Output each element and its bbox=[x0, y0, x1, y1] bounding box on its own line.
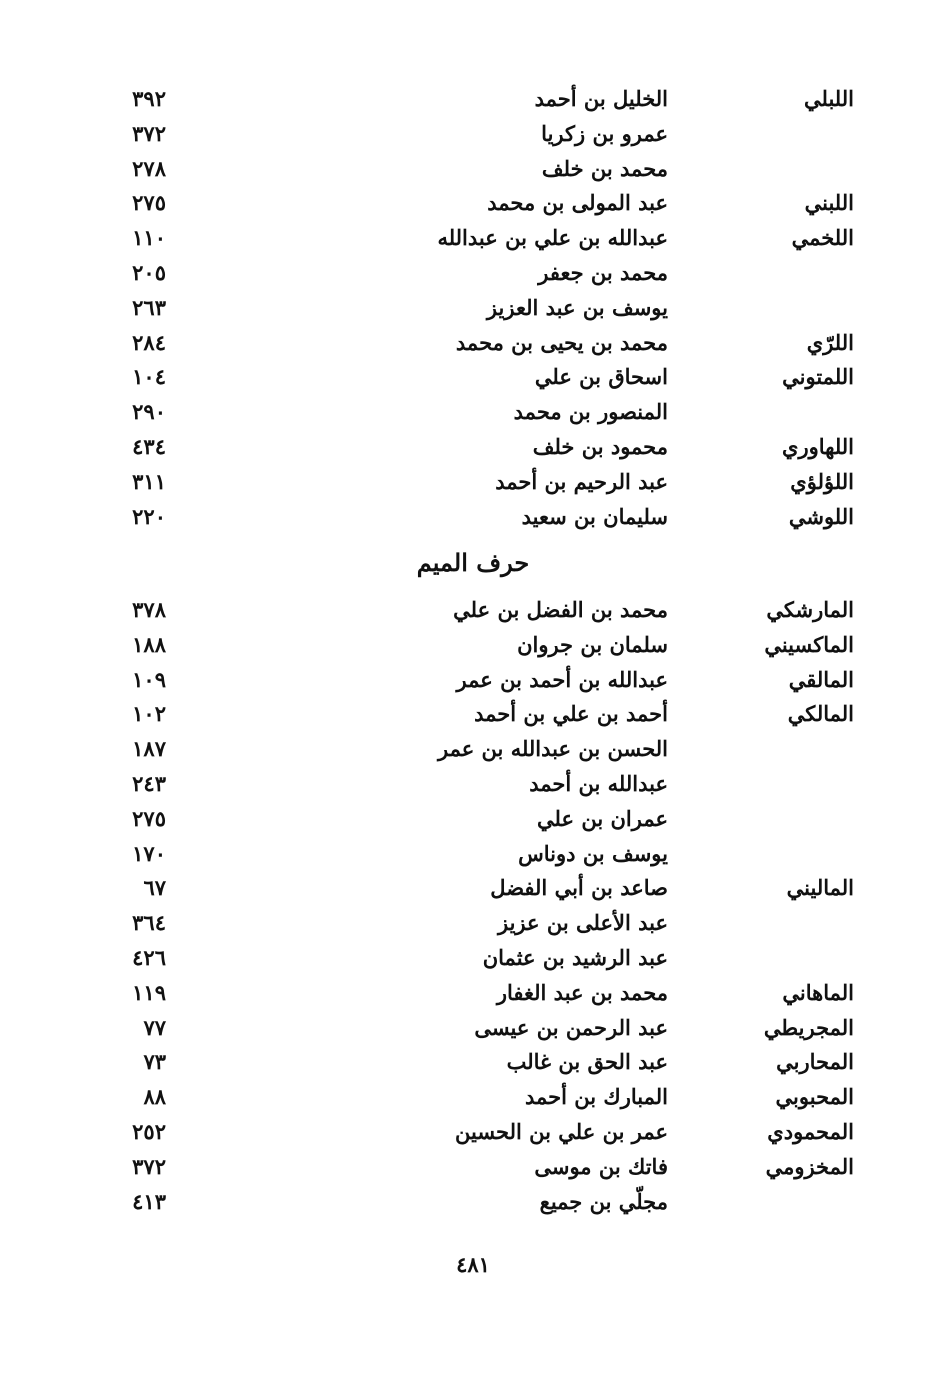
index-entry-row bbox=[0, 1115, 946, 1150]
person-name: عمران بن علي bbox=[537, 805, 668, 831]
section-heading-mim: حرف الميم bbox=[416, 548, 530, 577]
page-reference: ٢٦٣ bbox=[132, 294, 166, 320]
index-entry-row bbox=[0, 500, 946, 535]
person-name: محمد بن خلف bbox=[541, 155, 668, 181]
index-entry-row bbox=[0, 871, 946, 906]
person-name: سليمان بن سعيد bbox=[521, 503, 668, 529]
page-reference: ١٠٤ bbox=[132, 364, 166, 390]
page-reference: ٧٣ bbox=[143, 1049, 166, 1075]
person-name: يوسف بن عبد العزيز bbox=[486, 294, 668, 320]
page-reference: ٢٢٠ bbox=[132, 503, 166, 529]
page-reference: ٤١٣ bbox=[132, 1188, 166, 1214]
nisba-label: الماهاني bbox=[782, 979, 854, 1005]
page-reference: ٢٧٨ bbox=[132, 155, 166, 181]
page-reference: ١١٩ bbox=[132, 979, 166, 1005]
page-number: ٤٨١ bbox=[456, 1252, 490, 1277]
page-reference: ١٧٠ bbox=[132, 840, 166, 866]
index-entry-row bbox=[0, 1185, 946, 1220]
nisba-label: اللبلي bbox=[804, 86, 854, 111]
index-entry-row bbox=[0, 802, 946, 837]
page-reference: ٣١١ bbox=[132, 468, 166, 494]
index-entry-row bbox=[0, 976, 946, 1011]
index-entry-row bbox=[0, 221, 946, 256]
page-reference: ٨٨ bbox=[143, 1084, 166, 1110]
nisba-label: اللهاوري bbox=[782, 433, 854, 459]
index-entry-row bbox=[0, 82, 946, 117]
page-reference: ٣٩٢ bbox=[132, 86, 166, 111]
page-reference: ٤٣٤ bbox=[132, 433, 166, 459]
page-reference: ٢٥٢ bbox=[132, 1118, 166, 1144]
nisba-label: اللرّي bbox=[806, 329, 854, 355]
index-entry-row bbox=[0, 837, 946, 872]
person-name: عبد الرشيد بن عثمان bbox=[482, 944, 668, 970]
index-section-lam bbox=[0, 82, 946, 534]
nisba-label: المحمودي bbox=[767, 1118, 854, 1144]
index-entry-row bbox=[0, 152, 946, 187]
index-entry-row bbox=[0, 767, 946, 802]
person-name: محمد بن يحيى بن محمد bbox=[455, 329, 668, 355]
person-name: عبد الأعلى بن عزيز bbox=[498, 910, 668, 936]
index-entry-row bbox=[0, 291, 946, 326]
person-name: مجلّي بن جميع bbox=[539, 1188, 668, 1214]
person-name: عمر بن علي بن الحسين bbox=[455, 1118, 668, 1144]
nisba-label: اللخمي bbox=[791, 225, 854, 251]
nisba-label: اللبني bbox=[804, 190, 854, 216]
person-name: الحسن بن عبدالله بن عمر bbox=[437, 736, 668, 762]
page-reference: ٢٩٠ bbox=[132, 399, 166, 425]
index-section-mim bbox=[0, 593, 946, 1219]
person-name: محمد بن الفضل بن علي bbox=[453, 597, 668, 622]
nisba-label: المالقي bbox=[788, 666, 854, 692]
index-entry-row bbox=[0, 360, 946, 395]
person-name: عبدالله بن أحمد بن عمر bbox=[456, 666, 668, 692]
nisba-label: الماكسيني bbox=[764, 631, 854, 657]
nisba-label: اللمتوني bbox=[782, 364, 854, 390]
nisba-label: المالكي bbox=[787, 701, 854, 727]
page-reference: ٧٧ bbox=[143, 1014, 166, 1040]
index-entry-row bbox=[0, 186, 946, 221]
index-entry-row bbox=[0, 697, 946, 732]
person-name: الخليل بن أحمد bbox=[534, 86, 668, 111]
index-entry-row bbox=[0, 1045, 946, 1080]
nisba-label: المحبوبي bbox=[775, 1084, 854, 1110]
person-name: محمد بن عبد الغفار bbox=[496, 979, 668, 1005]
person-name: عبد الرحمن بن عيسى bbox=[474, 1014, 668, 1040]
index-entry-row bbox=[0, 628, 946, 663]
index-entry-row bbox=[0, 1011, 946, 1046]
person-name: صاعد بن أبي الفضل bbox=[490, 875, 668, 901]
index-entry-row bbox=[0, 1150, 946, 1185]
index-entry-row bbox=[0, 465, 946, 500]
person-name: فاتك بن موسى bbox=[534, 1153, 668, 1179]
person-name: محمود بن خلف bbox=[532, 433, 668, 459]
page-reference: ٢٧٥ bbox=[132, 805, 166, 831]
nisba-label: المخزومي bbox=[765, 1153, 854, 1179]
page-reference: ١١٠ bbox=[132, 225, 166, 251]
page-reference: ١٨٧ bbox=[132, 736, 166, 762]
nisba-label: اللؤلؤي bbox=[790, 468, 854, 494]
page-reference: ٣٧٨ bbox=[132, 597, 166, 622]
page-reference: ١٠٩ bbox=[132, 666, 166, 692]
person-name: عبدالله بن أحمد bbox=[529, 770, 668, 796]
nisba-label: المارشكي bbox=[766, 597, 854, 622]
page-reference: ١٨٨ bbox=[132, 631, 166, 657]
person-name: عبد المولى بن محمد bbox=[487, 190, 668, 216]
page-reference: ٤٢٦ bbox=[132, 944, 166, 970]
person-name: يوسف بن دوناس bbox=[518, 840, 668, 866]
nisba-label: المجريطي bbox=[763, 1014, 854, 1040]
nisba-label: اللوشي bbox=[788, 503, 854, 529]
nisba-label: المحاربي bbox=[776, 1049, 854, 1075]
index-entry-row bbox=[0, 430, 946, 465]
person-name: أحمد بن علي بن أحمد bbox=[474, 701, 668, 727]
person-name: المنصور بن محمد bbox=[513, 399, 668, 425]
person-name: المبارك بن أحمد bbox=[525, 1084, 668, 1110]
index-entry-row bbox=[0, 1080, 946, 1115]
person-name: سلمان بن جروان bbox=[517, 631, 668, 657]
index-entry-row bbox=[0, 941, 946, 976]
page-reference: ٦٧ bbox=[143, 875, 166, 901]
index-entry-row bbox=[0, 732, 946, 767]
person-name: عبد الرحيم بن أحمد bbox=[495, 468, 668, 494]
page-reference: ٢٧٥ bbox=[132, 190, 166, 216]
person-name: عبد الحق بن غالب bbox=[506, 1049, 668, 1075]
index-entry-row bbox=[0, 395, 946, 430]
index-entry-row bbox=[0, 326, 946, 361]
person-name: عبدالله بن علي بن عبدالله bbox=[437, 225, 668, 251]
page-reference: ١٠٢ bbox=[132, 701, 166, 727]
index-entry-row bbox=[0, 906, 946, 941]
index-entry-row bbox=[0, 663, 946, 698]
page-reference: ٣٦٤ bbox=[132, 910, 166, 936]
person-name: محمد بن جعفر bbox=[538, 259, 668, 285]
page-reference: ٣٧٢ bbox=[132, 1153, 166, 1179]
index-entry-row bbox=[0, 593, 946, 628]
nisba-label: الماليني bbox=[786, 875, 854, 901]
index-entry-row bbox=[0, 256, 946, 291]
person-name: عمرو بن زكريا bbox=[541, 120, 668, 146]
page-reference: ٣٧٢ bbox=[132, 120, 166, 146]
index-entry-row bbox=[0, 117, 946, 152]
page-reference: ٢٠٥ bbox=[132, 259, 166, 285]
person-name: اسحاق بن علي bbox=[534, 364, 668, 390]
page-reference: ٢٨٤ bbox=[132, 329, 166, 355]
page-reference: ٢٤٣ bbox=[132, 770, 166, 796]
